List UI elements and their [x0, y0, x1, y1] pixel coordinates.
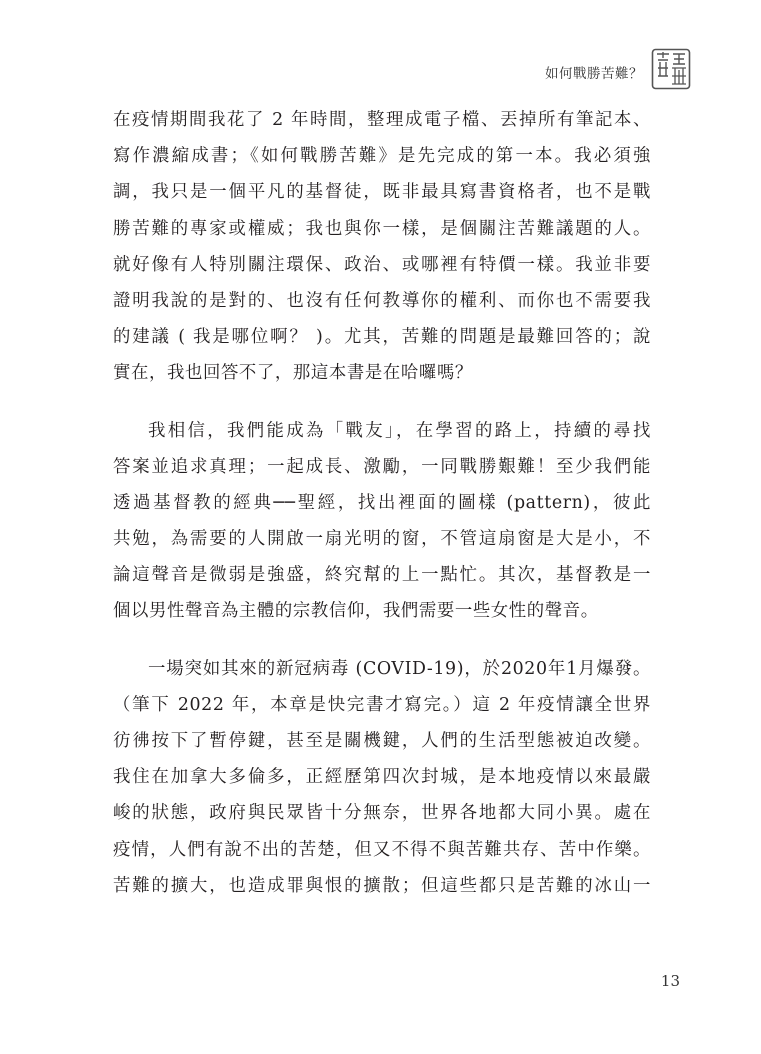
page-number: 13: [660, 972, 680, 990]
running-header-title: 如何戰勝苦難？: [545, 66, 643, 82]
text-line: 一場突如其來的新冠病毒 (COVID-19)，於2020年1月爆發。: [148, 658, 651, 679]
paragraph-gap: [113, 630, 651, 651]
paragraph-gap: [113, 392, 651, 413]
text-line: 證明我說的是對的、也沒有任何教導你的權利、而你也不需要我: [113, 290, 651, 311]
text-line: 實在，我也回答不了，那這本書是在哈囉嗎？: [113, 363, 473, 384]
text-line: 峻的狀態，政府與民眾皆十分無奈，世界各地都大同小異。處在: [113, 803, 651, 824]
paragraph-1: [113, 102, 651, 392]
text-line: 寫作濃縮成書；《如何戰勝苦難》是先完成的第一本。我必須強: [113, 146, 651, 167]
text-line: （筆下 2022 年，本章是快完書才寫完。）這 2 年疫情讓全世界: [113, 694, 651, 715]
text-line: 調，我只是一個平凡的基督徒，既非最具寫書資格者，也不是戰: [113, 182, 651, 203]
text-line: 苦難的擴大，也造成罪與恨的擴散；但這些都只是苦難的冰山一: [113, 875, 651, 896]
text-line: 彷彿按下了暫停鍵，甚至是關機鍵，人們的生活型態被迫改變。: [113, 731, 651, 751]
paragraph-3: [113, 651, 651, 904]
author-seal-logo: [651, 48, 691, 90]
text-line: 我相信，我們能成為「戰友」，在學習的路上，持續的尋找: [148, 420, 651, 441]
text-line: 在疫情期間我花了 2 年時間，整理成電子檔、丟掉所有筆記本、: [113, 110, 651, 130]
text-line: 論這聲音是微弱是強盛，終究幫的上一點忙。其次，基督教是一: [113, 565, 651, 586]
text-line: 的建議 ( 我是哪位啊？ )。尤其，苦難的問題是最難回答的；說: [113, 327, 651, 348]
text-line: 透過基督教的經典──聖經，找出裡面的圖樣 (pattern)，彼此: [113, 492, 651, 513]
body-text: [113, 102, 651, 904]
text-line: 疫情，人們有說不出的苦楚，但又不得不與苦難共存、苦中作樂。: [113, 839, 651, 860]
text-line: 勝苦難的專家或權威；我也與你一樣，是個關注苦難議題的人。: [113, 218, 651, 239]
text-line: 就好像有人特別關注環保、政治、或哪裡有特價一樣。我並非要: [113, 254, 651, 275]
text-line: 共勉，為需要的人開啟一扇光明的窗，不管這扇窗是大是小，不: [113, 529, 651, 550]
paragraph-2: [113, 413, 651, 630]
text-line: 個以男性聲音為主體的宗教信仰，我們需要一些女性的聲音。: [113, 601, 599, 622]
text-line: 我住在加拿大多倫多，正經歷第四次封城，是本地疫情以來最嚴: [113, 767, 651, 788]
text-line: 答案並追求真理；一起成長、激勵，一同戰勝艱難！至少我們能: [113, 456, 651, 477]
